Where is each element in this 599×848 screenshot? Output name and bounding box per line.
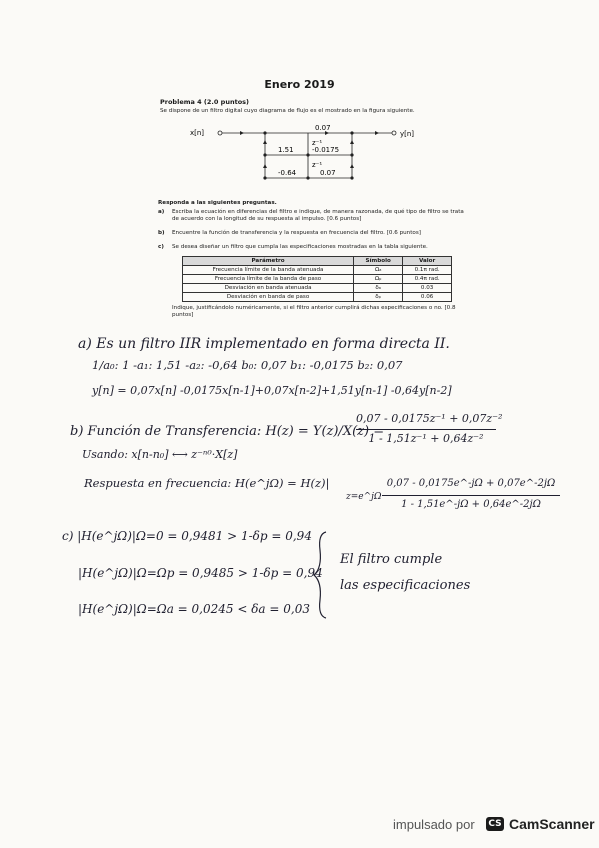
answer-a-line2: 1/a₀: 1 -a₁: 1,51 -a₂: -0,64 b₀: 0,07 b₁: -0,0175 b₂: 0,07 — [92, 358, 403, 372]
question-c-label: c) — [158, 244, 164, 250]
brace-icon — [312, 530, 336, 620]
table-cell: δₚ — [354, 293, 403, 302]
delay2-label: z⁻¹ — [312, 161, 323, 169]
answer-b-freq-bar — [382, 495, 560, 496]
arrow-right-up2-icon — [350, 164, 354, 168]
answer-a-line3: y[n] = 0,07x[n] -0,0175x[n-1]+0,07x[n-2]+1,51y[n-1] -0,64y[n-2] — [92, 384, 452, 397]
input-node — [218, 131, 222, 135]
questions-intro: Responda a las siguientes preguntas. — [158, 200, 277, 206]
table-cell: δₐ — [354, 284, 403, 293]
output-node — [392, 131, 396, 135]
answer-b-fraction-bar — [356, 429, 496, 430]
powered-by-text: impulsado por — [393, 817, 475, 832]
table-cell: 0.1π rad. — [403, 266, 452, 275]
answer-b-usando: Usando: x[n-n₀] ⟷ z⁻ⁿ⁰·X[z] — [82, 448, 238, 461]
question-a-label: a) — [158, 209, 165, 215]
fb2-label: -0.64 — [278, 169, 297, 177]
top-coef-label: 0.07 — [315, 124, 331, 132]
camscanner-brand: CamScanner — [509, 816, 595, 832]
problem-intro: Se dispone de un filtro digital cuyo diagrama de flujo es el mostrado en la figura siguiente. — [160, 108, 415, 114]
table-cell: 0.4π rad. — [403, 275, 452, 284]
answer-b-label: b) Función de Transferencia: H(z) = Y(z)/X(z) = — [70, 424, 385, 439]
answer-b-denominator: 1 - 1,51z⁻¹ + 0,64z⁻² — [368, 432, 484, 445]
spec-table-header — [183, 257, 452, 266]
spec-col-param: Parámetro — [183, 257, 354, 266]
fb1-label: 1.51 — [278, 146, 294, 154]
question-b-label: b) — [158, 230, 165, 236]
table-cell: 0.03 — [403, 284, 452, 293]
question-b: Encuentre la función de transferencia y la respuesta en frecuencia del filtro. [0.6 puntos] — [172, 230, 421, 236]
table-cell: Frecuencia límite de la banda de paso — [183, 275, 354, 284]
problem-heading: Problema 4 (2.0 puntos) — [160, 98, 250, 106]
table-row — [183, 266, 452, 275]
diagram-input-label: x[n] — [190, 129, 205, 137]
question-c: Se desea diseñar un filtro que cumpla las especificaciones mostradas en la tabla siguiente. — [172, 244, 428, 250]
camscanner-logo-icon: CS — [486, 817, 504, 831]
arrow-input-icon — [240, 131, 244, 135]
spec-col-symbol: Símbolo — [354, 257, 403, 266]
answer-c-line2: |H(e^jΩ)|Ω=Ωp = 0,9485 > 1-δp = 0,94 — [78, 566, 323, 580]
table-cell: Desviación en banda atenuada — [183, 284, 354, 293]
ff1-label: -0.0175 — [312, 146, 340, 154]
spec-col-value: Valor — [403, 257, 452, 266]
table-cell: Desviación en banda de paso — [183, 293, 354, 302]
conclusion-line1: El filtro cumple — [340, 552, 443, 567]
answer-c-line3: |H(e^jΩ)|Ω=Ωa = 0,0245 < δa = 0,03 — [78, 602, 310, 616]
answer-a-line1: a) Es un filtro IIR implementado en forma directa II. — [78, 336, 450, 352]
table-cell: 0.06 — [403, 293, 452, 302]
diagram-output-label: y[n] — [400, 130, 415, 138]
arrow-left-up-icon — [263, 140, 267, 144]
answer-b-freq-response: Respuesta en frecuencia: H(e^jΩ) = H(z)| — [84, 476, 330, 490]
table-row — [183, 275, 452, 284]
arrow-output-icon — [375, 131, 379, 135]
page-title: Enero 2019 — [264, 78, 335, 91]
closing-instruction: Indique, justificándolo numéricamente, si el filtro anterior cumplirá dichas especificaciones o no. [0.8 puntos] — [172, 305, 456, 318]
table-cell: Frecuencia límite de la banda atenuada — [183, 266, 354, 275]
arrow-right-up-icon — [350, 140, 354, 144]
answer-b-freq-numerator: 0,07 - 0,0175e^-jΩ + 0,07e^-2jΩ — [386, 478, 556, 489]
delay1-label: z⁻¹ — [312, 139, 323, 147]
arrow-left-up2-icon — [263, 164, 267, 168]
ff2-label: 0.07 — [320, 169, 336, 177]
table-cell: Ωₚ — [354, 275, 403, 284]
table-cell: Ωₐ — [354, 266, 403, 275]
answer-b-numerator: 0,07 - 0,0175z⁻¹ + 0,07z⁻² — [356, 412, 503, 425]
answer-b-freq-sub: z=e^jΩ — [346, 492, 382, 502]
flow-diagram — [180, 120, 420, 195]
question-a: Escriba la ecuación en diferencias del filtro e indique, de manera razonada, de qué tipo de filtro se trata de acuerdo con la longitud de su respuesta al impulso. [0.6 puntos] — [172, 209, 464, 222]
answer-b-freq-denominator: 1 - 1,51e^-jΩ + 0,64e^-2jΩ — [401, 499, 541, 510]
spec-table — [182, 256, 452, 302]
table-row — [183, 284, 452, 293]
table-row — [183, 293, 452, 302]
answer-c-line1: c) |H(e^jΩ)|Ω=0 = 0,9481 > 1-δp = 0,94 — [62, 529, 312, 543]
conclusion-line2: las especificaciones — [340, 578, 471, 593]
